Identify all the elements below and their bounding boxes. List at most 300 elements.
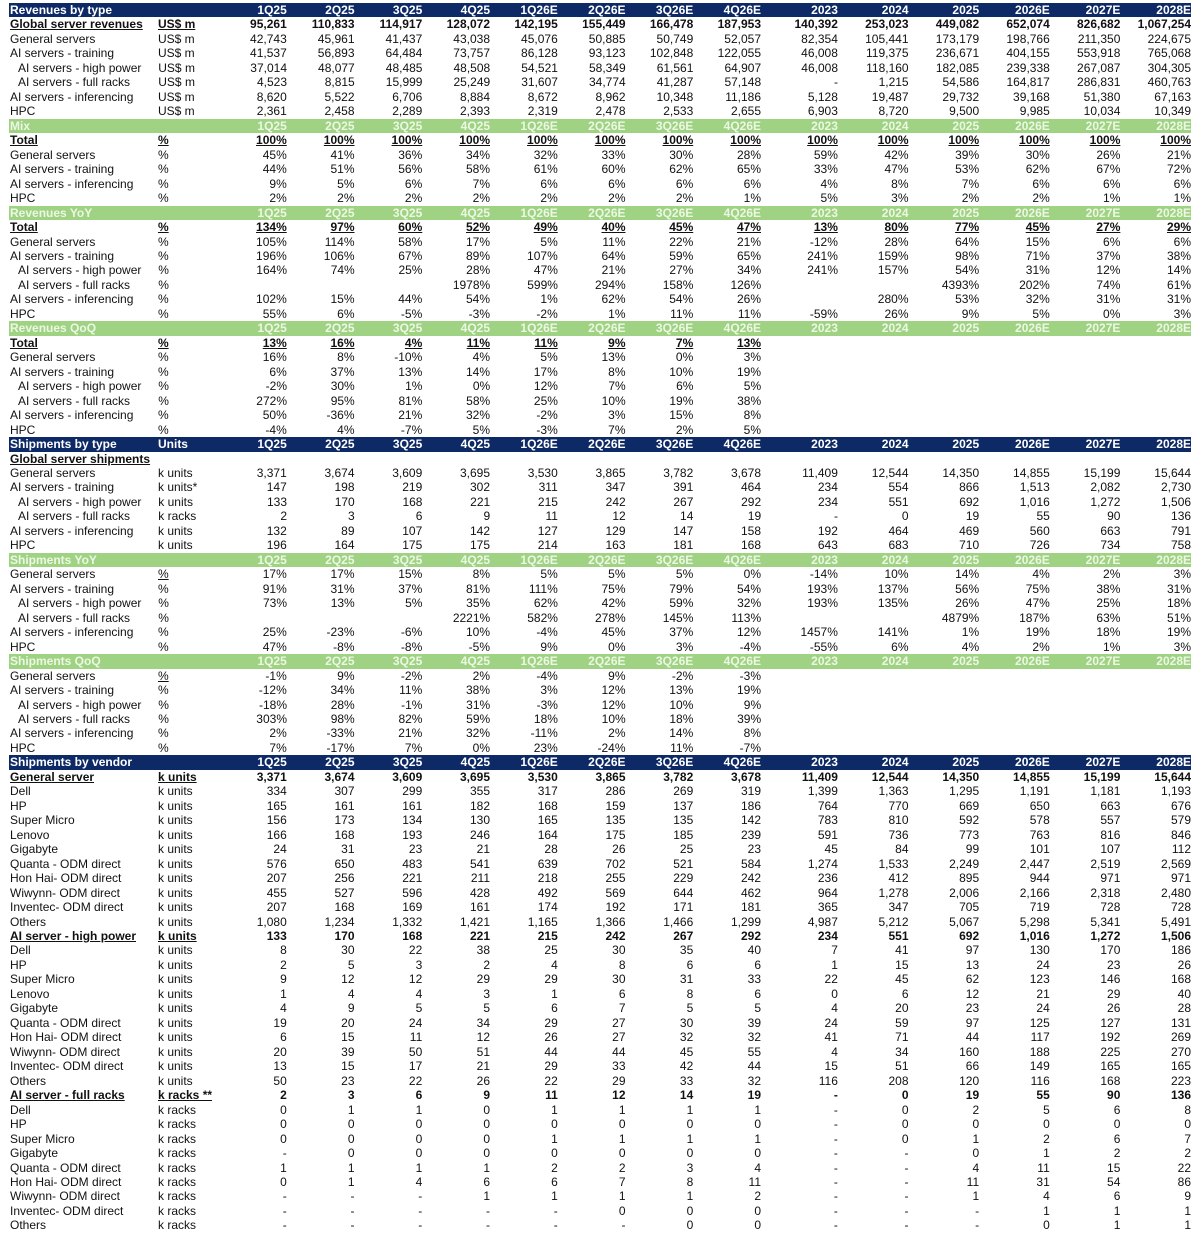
year-cell-2025[interactable]: 44 [965, 1030, 980, 1045]
quarter-cell-2q26e[interactable]: - [621, 1218, 626, 1233]
quarter-cell-4q25[interactable]: 4Q25 [460, 3, 490, 17]
quarter-cell-1q25[interactable]: 105% [256, 234, 287, 249]
year-cell-2027e[interactable]: 553,918 [1076, 46, 1121, 61]
quarter-cell-3q25[interactable]: 0 [415, 1146, 423, 1161]
year-cell-2025[interactable]: 2025 [952, 321, 980, 336]
quarter-cell-3q26e[interactable]: 6 [686, 957, 694, 972]
quarter-cell-3q26e[interactable]: 13% [669, 683, 694, 698]
quarter-cell-2q25[interactable]: - [350, 1218, 355, 1233]
quarter-cell-2q26e[interactable]: 12% [601, 697, 626, 712]
row-label-cell[interactable]: Mix [10, 118, 31, 133]
quarter-cell-2q26e[interactable]: 9% [608, 668, 626, 683]
year-cell-2026e[interactable]: 21 [1036, 986, 1050, 1001]
year-cell-2023[interactable] [777, 698, 838, 712]
quarter-cell-1q26e[interactable]: -11% [530, 726, 558, 741]
quarter-cell-4q26e[interactable]: 4Q26E [723, 321, 761, 336]
quarter-cell-3q26e[interactable]: 391 [673, 480, 694, 495]
year-cell-2023[interactable]: 193% [807, 596, 838, 611]
quarter-cell-1q25[interactable]: - [282, 1218, 287, 1233]
row-label-cell[interactable]: Wiwynn- ODM direct [10, 885, 121, 900]
quarter-cell-2q25[interactable]: 17% [330, 567, 355, 582]
year-cell-2028e[interactable]: 758 [1170, 538, 1191, 553]
quarter-cell-3q26e[interactable]: 0 [686, 1218, 694, 1233]
year-cell-2023[interactable]: - [833, 1131, 838, 1146]
unit-cell[interactable]: k units [157, 1030, 193, 1045]
year-cell-2023[interactable]: - [833, 1088, 838, 1103]
row-label-cell[interactable]: Quanta - ODM direct [10, 856, 121, 871]
quarter-cell-4q26e[interactable]: 462 [740, 885, 761, 900]
quarter-cell-4q25[interactable]: 4Q25 [460, 755, 490, 770]
year-cell-2024[interactable] [838, 133, 909, 147]
unit-cell[interactable]: % [158, 610, 169, 625]
quarter-cell-4q25[interactable]: 9 [483, 1088, 490, 1103]
quarter-cell-3q26e[interactable]: 3Q26E [655, 755, 694, 770]
row-label-cell[interactable]: Others [10, 1073, 47, 1088]
quarter-cell-3q25[interactable] [355, 611, 423, 625]
quarter-cell-3q26e[interactable]: 2% [675, 422, 694, 437]
year-cell-2025[interactable] [909, 712, 980, 726]
quarter-cell-2q25[interactable]: 89 [341, 523, 355, 538]
quarter-cell-1q25[interactable]: 4 [280, 1001, 287, 1016]
quarter-cell-2q25[interactable]: 30 [341, 943, 355, 958]
unit-cell[interactable]: k racks [157, 1189, 196, 1204]
quarter-cell-2q25[interactable]: 15 [341, 1059, 355, 1074]
quarter-cell-2q25[interactable]: 2Q25 [325, 437, 355, 452]
quarter-cell-1q25[interactable]: 1Q25 [257, 437, 287, 452]
unit-cell[interactable]: % [158, 263, 169, 278]
unit-cell[interactable]: % [157, 726, 169, 741]
year-cell-2027e[interactable] [1050, 220, 1121, 234]
year-cell-2026e[interactable]: 117 [1030, 1030, 1050, 1045]
quarter-cell-2q26e[interactable]: 1% [608, 306, 626, 321]
quarter-cell-4q26e[interactable]: 0% [743, 567, 761, 582]
year-cell-2023[interactable]: - [833, 1102, 838, 1117]
unit-cell[interactable]: k units [157, 769, 197, 784]
quarter-cell-4q26e[interactable]: 0 [754, 1203, 761, 1218]
quarter-cell-2q25[interactable]: 3 [347, 1088, 355, 1103]
row-label-cell[interactable]: Shipments by vendor [10, 755, 133, 770]
year-cell-2023[interactable]: 783 [817, 813, 838, 828]
quarter-cell-3q25[interactable]: 219 [402, 480, 423, 495]
quarter-cell-3q26e[interactable]: 6% [676, 379, 694, 394]
quarter-cell-2q25[interactable]: 12 [341, 972, 355, 987]
quarter-cell-4q26e[interactable]: 44 [747, 1059, 761, 1074]
quarter-cell-4q25[interactable]: 73,757 [453, 46, 490, 61]
year-cell-2026e[interactable] [979, 220, 1050, 234]
quarter-cell-1q25[interactable]: 0 [280, 1102, 287, 1117]
quarter-cell-4q26e[interactable]: 4Q26E [723, 205, 761, 220]
quarter-cell-2q26e[interactable]: 42% [601, 596, 626, 611]
year-cell-2027e[interactable] [1050, 712, 1121, 726]
quarter-cell-4q25[interactable]: - [486, 1203, 490, 1218]
year-cell-2024[interactable]: - [904, 1146, 909, 1161]
year-cell-2026e[interactable]: 2026E [1015, 755, 1050, 770]
year-cell-2028e[interactable]: 676 [1170, 798, 1191, 813]
year-cell-2027e[interactable]: 38% [1096, 581, 1121, 596]
year-cell-2025[interactable]: 14% [955, 567, 980, 582]
quarter-cell-2q25[interactable]: 74% [330, 263, 355, 278]
year-cell-2026e[interactable]: 5 [1043, 1102, 1050, 1117]
quarter-cell-2q25[interactable]: 2% [337, 191, 355, 206]
quarter-cell-2q26e[interactable] [558, 336, 626, 350]
year-cell-2025[interactable]: 2 [972, 1102, 980, 1117]
quarter-cell-4q26e[interactable]: 6 [754, 957, 761, 972]
year-cell-2025[interactable]: 19 [965, 1088, 980, 1103]
quarter-cell-1q25[interactable]: 95,261 [250, 17, 287, 32]
year-cell-2026e[interactable]: 1,016 [1019, 494, 1050, 509]
quarter-cell-2q26e[interactable]: 347 [605, 480, 626, 495]
unit-cell[interactable]: k units [157, 784, 193, 799]
year-cell-2026e[interactable] [979, 423, 1050, 437]
quarter-cell-2q25[interactable]: 2Q25 [325, 654, 355, 669]
quarter-cell-2q25[interactable]: 106% [323, 248, 355, 263]
year-cell-2023[interactable]: 234 [817, 494, 838, 509]
quarter-cell-1q26e[interactable]: 0 [551, 1117, 558, 1132]
year-cell-2027e[interactable]: 2,082 [1090, 480, 1121, 495]
year-cell-2023[interactable]: 2023 [811, 321, 838, 336]
row-label-cell[interactable]: Total [10, 335, 38, 350]
quarter-cell-4q26e[interactable]: 6% [743, 176, 761, 191]
quarter-cell-4q25[interactable]: 2,393 [459, 104, 490, 119]
quarter-cell-4q25[interactable]: 34 [476, 1015, 490, 1030]
year-cell-2023[interactable]: 236 [817, 871, 838, 886]
quarter-cell-4q25[interactable]: 25,249 [453, 75, 491, 90]
quarter-cell-1q26e[interactable]: 62% [533, 596, 558, 611]
year-cell-2023[interactable]: -59% [809, 306, 838, 321]
row-label-cell[interactable]: General servers [10, 466, 96, 480]
year-cell-2026e[interactable]: 1 [1043, 1203, 1050, 1218]
quarter-cell-1q26e[interactable]: 168 [537, 798, 558, 813]
quarter-cell-1q26e[interactable]: 8,672 [527, 89, 558, 104]
quarter-cell-1q26e[interactable]: -4% [536, 668, 558, 683]
year-cell-2027e[interactable]: 15,199 [1083, 466, 1121, 480]
quarter-cell-4q26e[interactable]: 3,678 [730, 466, 761, 480]
quarter-cell-3q26e[interactable]: 3,782 [663, 466, 694, 480]
row-label-cell[interactable]: Global server shipments [10, 451, 151, 466]
year-cell-2026e[interactable]: 2026E [1015, 437, 1050, 452]
row-label-cell[interactable]: AI servers - training [10, 248, 115, 263]
quarter-cell-4q26e[interactable]: 464 [740, 480, 761, 495]
quarter-cell-1q26e[interactable]: 2,319 [527, 104, 558, 119]
quarter-cell-2q26e[interactable]: 702 [605, 856, 626, 871]
year-cell-2025[interactable] [909, 350, 980, 364]
row-label-cell[interactable]: General server [10, 769, 95, 784]
quarter-cell-2q25[interactable]: 2Q25 [325, 552, 355, 567]
quarter-cell-3q25[interactable]: -1% [401, 697, 423, 712]
year-cell-2024[interactable]: 1,278 [878, 885, 909, 900]
year-cell-2026e[interactable]: 239,338 [1006, 60, 1050, 75]
quarter-cell-2q26e[interactable]: 58,349 [588, 60, 626, 75]
quarter-cell-2q26e[interactable]: 7% [608, 422, 626, 437]
year-cell-2025[interactable]: 9,500 [949, 104, 980, 119]
quarter-cell-1q26e[interactable]: 61% [533, 162, 558, 177]
year-cell-2025[interactable]: 97 [965, 1015, 980, 1030]
quarter-cell-1q25[interactable]: 9% [269, 176, 287, 191]
quarter-cell-4q26e[interactable]: 5% [743, 422, 761, 437]
quarter-cell-2q26e[interactable]: 34,774 [588, 75, 626, 90]
year-cell-2023[interactable] [776, 365, 838, 379]
quarter-cell-4q25[interactable]: 89% [465, 248, 490, 263]
unit-cell[interactable]: % [157, 639, 169, 654]
row-label-cell[interactable]: HPC [10, 306, 36, 321]
year-cell-2023[interactable]: 241% [807, 263, 838, 278]
year-cell-2023[interactable]: 46,008 [801, 46, 838, 61]
quarter-cell-2q25[interactable]: 8,815 [324, 75, 355, 90]
quarter-cell-1q26e[interactable]: 492 [537, 885, 558, 900]
quarter-cell-4q26e[interactable]: 39% [737, 711, 762, 726]
quarter-cell-1q25[interactable]: 55% [262, 306, 287, 321]
quarter-cell-3q25[interactable]: 5 [415, 1001, 423, 1016]
quarter-cell-2q25[interactable]: 98% [330, 711, 355, 726]
year-cell-2024[interactable]: 15 [895, 957, 909, 972]
quarter-cell-3q25[interactable]: 3,609 [392, 466, 423, 480]
row-label-cell[interactable]: HP [10, 1117, 27, 1132]
row-label-cell[interactable]: Shipments by type [10, 437, 117, 452]
quarter-cell-4q26e[interactable]: 28% [736, 147, 761, 162]
quarter-cell-4q26e[interactable]: 6 [754, 986, 761, 1001]
quarter-cell-3q26e[interactable]: 3Q26E [655, 654, 694, 669]
year-cell-2026e[interactable]: 116 [1030, 1073, 1050, 1088]
unit-cell[interactable]: k units [157, 871, 193, 886]
quarter-cell-3q25[interactable]: -7% [400, 422, 423, 437]
year-cell-2024[interactable] [838, 394, 909, 408]
unit-cell[interactable]: k units [157, 827, 193, 842]
year-cell-2025[interactable]: 11 [966, 1174, 980, 1189]
quarter-cell-3q25[interactable] [355, 336, 423, 350]
quarter-cell-1q25[interactable]: 9 [280, 972, 287, 987]
year-cell-2026e[interactable]: 2026E [1015, 118, 1050, 133]
row-label-cell[interactable]: Quanta - ODM direct [10, 1160, 121, 1175]
quarter-cell-2q26e[interactable]: 2Q26E [588, 3, 626, 17]
unit-cell[interactable] [158, 206, 227, 220]
year-cell-2023[interactable]: 116 [818, 1073, 838, 1088]
year-cell-2025[interactable]: 19 [965, 509, 980, 524]
year-cell-2024[interactable]: 28% [884, 234, 909, 249]
year-cell-2026e[interactable]: 5% [1032, 306, 1050, 321]
unit-cell[interactable]: k racks [157, 1160, 196, 1175]
year-cell-2023[interactable]: 82,354 [801, 31, 838, 46]
quarter-cell-1q26e[interactable]: 0 [551, 1146, 558, 1161]
quarter-cell-1q25[interactable]: 45% [262, 147, 287, 162]
year-cell-2024[interactable]: 119,375 [866, 46, 909, 61]
year-cell-2024[interactable]: - [904, 1160, 909, 1175]
quarter-cell-2q25[interactable]: 15% [330, 292, 355, 307]
year-cell-2026e[interactable]: 1 [1043, 1146, 1050, 1161]
quarter-cell-4q26e[interactable]: -4% [739, 639, 761, 654]
row-label-cell[interactable]: General servers [10, 350, 96, 365]
quarter-cell-3q25[interactable]: 6,706 [392, 89, 423, 104]
year-cell-2023[interactable]: - [834, 509, 838, 524]
quarter-cell-1q26e[interactable]: 1Q26E [520, 437, 558, 452]
quarter-cell-1q26e[interactable]: 47% [533, 263, 558, 278]
quarter-cell-3q25[interactable]: 169 [402, 900, 423, 915]
quarter-cell-1q25[interactable]: 334 [266, 784, 287, 799]
year-cell-2023[interactable]: 46,008 [801, 60, 838, 75]
quarter-cell-1q26e[interactable]: 582% [527, 610, 558, 625]
row-label-cell[interactable]: Hon Hai- ODM direct [10, 1030, 122, 1045]
quarter-cell-1q26e[interactable]: 32% [533, 147, 558, 162]
quarter-cell-1q26e[interactable] [490, 133, 558, 147]
row-label-cell[interactable]: HPC [10, 422, 36, 437]
quarter-cell-4q26e[interactable]: 122,055 [717, 46, 761, 61]
year-cell-2027e[interactable]: 165 [1100, 1059, 1121, 1074]
quarter-cell-2q26e[interactable]: 2Q26E [588, 205, 626, 220]
quarter-cell-2q25[interactable]: 41% [330, 147, 355, 162]
quarter-cell-1q25[interactable]: 1Q25 [257, 205, 287, 220]
year-cell-2025[interactable]: 236,671 [935, 46, 980, 61]
quarter-cell-1q26e[interactable]: 218 [537, 871, 558, 886]
quarter-cell-2q26e[interactable]: 64% [601, 248, 626, 263]
quarter-cell-3q26e[interactable]: 185 [673, 827, 694, 842]
quarter-cell-3q26e[interactable]: 1 [686, 1102, 694, 1117]
quarter-cell-3q25[interactable]: 25% [398, 263, 423, 278]
quarter-cell-4q25[interactable]: 5% [472, 422, 490, 437]
year-cell-2026e[interactable]: 55 [1036, 1088, 1050, 1103]
quarter-cell-4q26e[interactable]: 4Q26E [723, 437, 761, 452]
quarter-cell-4q25[interactable]: 0% [472, 740, 490, 755]
year-cell-2027e[interactable]: 2,318 [1090, 885, 1121, 900]
quarter-cell-1q25[interactable]: -1% [265, 668, 287, 683]
quarter-cell-4q26e[interactable]: 8% [743, 726, 761, 741]
quarter-cell-3q25[interactable]: - [418, 1218, 423, 1233]
year-cell-2025[interactable]: 5,067 [949, 914, 980, 929]
quarter-cell-3q26e[interactable]: 3Q26E [655, 118, 694, 133]
year-cell-2027e[interactable]: 18% [1096, 625, 1121, 640]
quarter-cell-3q26e[interactable]: 35 [679, 943, 694, 958]
quarter-cell-3q25[interactable]: 4 [415, 1174, 423, 1189]
quarter-cell-1q26e[interactable]: 1Q26E [520, 321, 558, 336]
year-cell-2023[interactable] [776, 133, 838, 147]
quarter-cell-2q25[interactable]: 2Q25 [325, 205, 355, 220]
quarter-cell-1q26e[interactable]: 2 [551, 1160, 558, 1175]
quarter-cell-1q25[interactable]: 47% [262, 639, 287, 654]
quarter-cell-2q25[interactable]: 161 [334, 798, 355, 813]
quarter-cell-4q25[interactable]: 2% [472, 191, 490, 206]
year-cell-2023[interactable]: 2023 [811, 654, 838, 669]
year-cell-2026e[interactable] [979, 669, 1050, 683]
quarter-cell-4q26e[interactable]: 34% [737, 263, 762, 278]
quarter-cell-3q25[interactable]: 50 [408, 1044, 423, 1059]
quarter-cell-2q25[interactable]: 1 [347, 1160, 355, 1175]
year-cell-2026e[interactable]: 32% [1025, 292, 1050, 307]
year-cell-2026e[interactable]: 719 [1029, 900, 1050, 915]
quarter-cell-3q25[interactable]: 64,484 [385, 46, 423, 61]
year-cell-2023[interactable]: 591 [817, 827, 838, 842]
year-cell-2027e[interactable]: 286,831 [1077, 75, 1121, 90]
year-cell-2026e[interactable]: 2026E [1015, 205, 1050, 220]
quarter-cell-1q26e[interactable] [490, 452, 558, 466]
quarter-cell-2q26e[interactable]: 44 [612, 1044, 626, 1059]
quarter-cell-2q26e[interactable]: 27 [612, 1015, 626, 1030]
year-cell-2023[interactable] [777, 394, 838, 408]
row-label-cell[interactable]: General servers [10, 668, 96, 683]
quarter-cell-2q25[interactable]: 110,833 [311, 17, 355, 32]
year-cell-2028e[interactable]: 2028E [1156, 437, 1191, 452]
year-cell-2028e[interactable]: 3% [1173, 567, 1191, 582]
year-cell-2027e[interactable] [1050, 336, 1121, 350]
year-cell-2028e[interactable]: 21% [1166, 147, 1191, 162]
year-cell-2024[interactable]: 47% [884, 162, 909, 177]
year-cell-2028e[interactable] [1120, 726, 1191, 740]
quarter-cell-2q25[interactable]: 9% [337, 668, 355, 683]
quarter-cell-2q25[interactable]: 95% [330, 393, 355, 408]
quarter-cell-3q25[interactable] [355, 452, 423, 466]
year-cell-2024[interactable]: 105,441 [865, 31, 909, 46]
quarter-cell-4q25[interactable]: 81% [465, 581, 490, 596]
year-cell-2026e[interactable]: 2,447 [1019, 856, 1050, 871]
year-cell-2028e[interactable] [1120, 336, 1191, 350]
year-cell-2028e[interactable]: 28 [1177, 1001, 1191, 1016]
year-cell-2025[interactable]: 54% [955, 263, 980, 278]
year-cell-2025[interactable]: 2025 [952, 552, 980, 567]
quarter-cell-1q26e[interactable]: 164 [537, 827, 558, 842]
quarter-cell-4q26e[interactable] [693, 133, 761, 147]
year-cell-2025[interactable] [909, 133, 980, 147]
quarter-cell-2q25[interactable]: 0 [347, 1146, 355, 1161]
year-cell-2024[interactable]: 137% [877, 581, 909, 596]
year-cell-2025[interactable]: 1 [972, 1131, 980, 1146]
quarter-cell-1q26e[interactable]: 2% [540, 191, 558, 206]
year-cell-2028e[interactable]: 186 [1170, 943, 1191, 958]
row-label-cell[interactable]: AI servers - high power [18, 494, 142, 509]
quarter-cell-2q26e[interactable]: 0 [618, 1117, 626, 1132]
unit-cell[interactable]: k racks ** [157, 1088, 213, 1103]
year-cell-2024[interactable]: 20 [895, 1001, 909, 1016]
quarter-cell-4q26e[interactable]: 11% [737, 306, 761, 321]
year-cell-2024[interactable]: 10% [884, 567, 909, 582]
quarter-cell-1q25[interactable]: 3,371 [256, 466, 287, 480]
row-label-cell[interactable]: Super Micro [10, 813, 75, 828]
year-cell-2024[interactable]: 2024 [881, 3, 909, 17]
year-cell-2024[interactable]: 59 [895, 1015, 909, 1030]
unit-cell[interactable]: k units [157, 1073, 193, 1088]
quarter-cell-2q25[interactable]: -33% [326, 726, 355, 741]
year-cell-2028e[interactable]: 136 [1171, 509, 1192, 524]
quarter-cell-3q26e[interactable]: 18% [669, 711, 694, 726]
year-cell-2028e[interactable]: 791 [1170, 523, 1191, 538]
quarter-cell-3q25[interactable]: 3Q25 [392, 3, 423, 17]
quarter-cell-2q26e[interactable] [558, 452, 626, 466]
quarter-cell-3q25[interactable]: 1% [405, 379, 423, 394]
year-cell-2025[interactable]: 1,295 [949, 784, 980, 799]
quarter-cell-4q25[interactable]: 17% [465, 234, 490, 249]
quarter-cell-2q26e[interactable]: 286 [605, 784, 626, 799]
quarter-cell-4q25[interactable]: 1978% [452, 277, 491, 292]
year-cell-2024[interactable]: 551 [888, 929, 909, 943]
quarter-cell-1q26e[interactable]: 44 [544, 1044, 558, 1059]
year-cell-2027e[interactable]: 2027E [1085, 755, 1121, 770]
year-cell-2025[interactable]: 4 [972, 1160, 980, 1175]
year-cell-2025[interactable]: 53% [955, 292, 980, 307]
quarter-cell-4q26e[interactable]: 158 [740, 523, 761, 538]
quarter-cell-3q26e[interactable]: 267 [673, 929, 694, 943]
quarter-cell-3q26e[interactable]: 42 [679, 1059, 694, 1074]
quarter-cell-1q26e[interactable]: 1Q26E [520, 552, 558, 567]
year-cell-2026e[interactable] [979, 452, 1050, 466]
quarter-cell-1q26e[interactable]: 214 [537, 538, 558, 553]
quarter-cell-4q25[interactable]: 26 [476, 1073, 490, 1088]
quarter-cell-4q26e[interactable]: 12% [736, 625, 761, 640]
quarter-cell-3q26e[interactable]: 59% [669, 248, 694, 263]
quarter-cell-4q25[interactable]: 32% [465, 726, 490, 741]
quarter-cell-4q26e[interactable]: 0 [754, 1146, 761, 1161]
quarter-cell-1q26e[interactable]: 317 [537, 784, 558, 799]
quarter-cell-1q25[interactable] [227, 336, 287, 350]
unit-cell[interactable]: k units [157, 813, 193, 828]
quarter-cell-3q25[interactable]: 11% [399, 683, 423, 698]
quarter-cell-1q26e[interactable]: 1 [551, 1131, 558, 1146]
quarter-cell-1q26e[interactable]: 54,521 [521, 60, 558, 75]
